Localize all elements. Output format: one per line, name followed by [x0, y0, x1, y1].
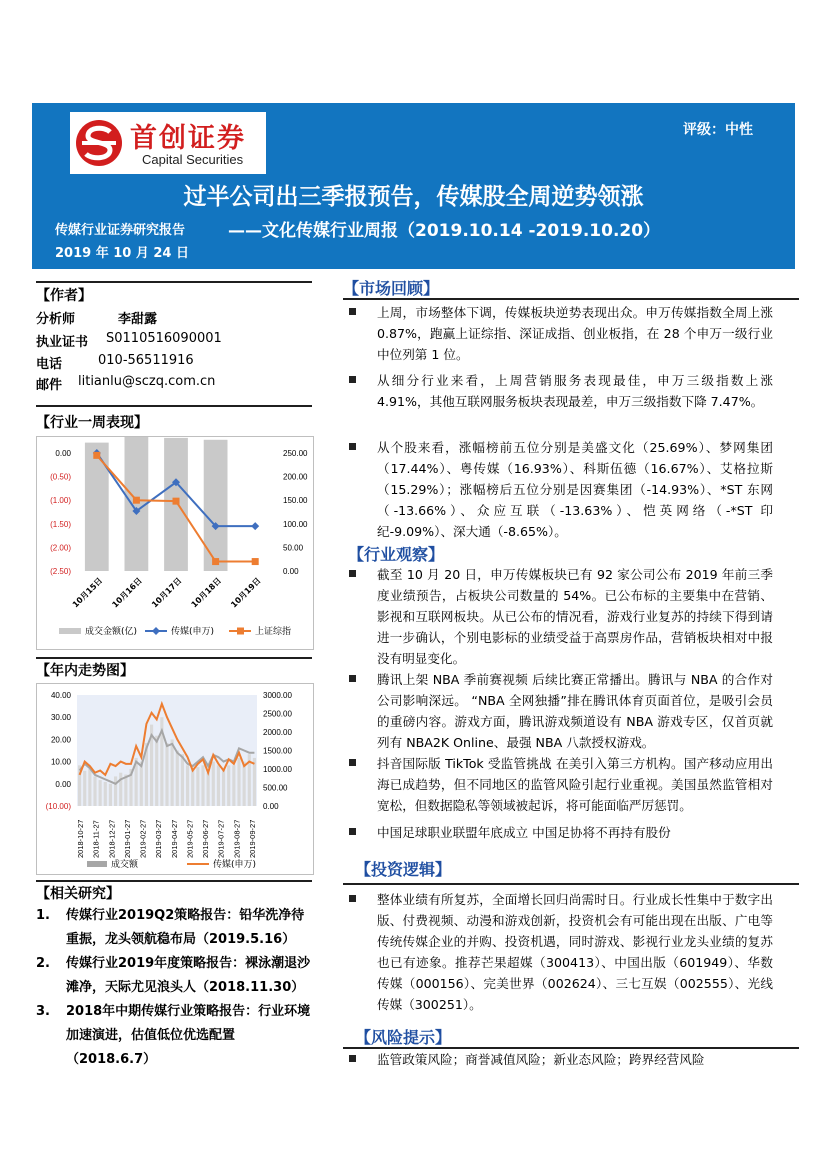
volume-bar — [165, 743, 168, 806]
x-axis-tick: 2018-11-27 — [91, 820, 101, 858]
research-text: 传媒行业2019年度策略报告：裸泳潮退沙滩净，天际尤见浪头人（2018.11.30） — [66, 956, 311, 995]
legend-label: 成交金额(亿) — [85, 627, 138, 637]
report-title: 过半公司出三季报预告，传媒股全周逆势领涨 — [183, 184, 644, 210]
legend-swatch-volume — [59, 628, 81, 634]
investment-logic-title: 【投资逻辑】 — [355, 860, 452, 879]
sse-point — [93, 452, 100, 459]
volume-bar — [207, 773, 210, 806]
legend-marker-media — [152, 627, 160, 635]
cert-value: S0110516090001 — [106, 331, 222, 346]
legend-label: 传媒(申万) — [171, 627, 215, 637]
email-link[interactable]: litianlu@sczq.com.cn — [78, 374, 216, 389]
right-axis-tick: 500.00 — [263, 783, 288, 793]
left-axis-tick: 30.00 — [50, 713, 71, 723]
logic-bullet: 整体业绩有所复苏，全面增长回归尚需时日。行业成长性集中于数字出版、付费视频、动漫和游戏创新，投资机会有可能出现在出版、广电等传统传媒企业的并购、投资机遇，同时游戏、影视行业龙头业绩的复苏也已有迹象。推荐芒果超媒（300413）、中国出版（601949）、华数传媒（000156）、完美世界（002624）、三七互娱（002555）、光线传媒（300251）。 — [353, 889, 773, 1015]
research-num: 3. — [36, 1004, 50, 1019]
x-axis-tick: 2018-10-27 — [76, 819, 85, 858]
email-row — [36, 374, 216, 393]
x-axis-tick: 2019-08-27 — [232, 819, 242, 858]
left-axis-tick: 0.00 — [55, 779, 71, 789]
market-bullet: 从个股来看，涨幅榜前五位分别是美盛文化（25.69%）、梦网集团（17.44%）、粤传媒（16.93%）、科斯伍德（16.67%）、艾格拉斯（15.29%）；涨幅榜后五位分别是因赛集团（-14.93%）、*ST 东网（-13.66%）、众应互联（-13.63%）、恺英网络（-*ST 印纪-9.09%）、深大通（-8.65%）。 — [353, 437, 773, 542]
volume-bar — [109, 784, 112, 806]
x-axis-tick: 10月19日 — [229, 576, 263, 610]
divider — [36, 405, 312, 407]
volume-bar — [83, 771, 86, 806]
legend-label: 成交额 — [111, 860, 139, 870]
volume-bar — [243, 762, 246, 806]
right-axis-tick: 250.00 — [283, 449, 308, 458]
capital-securities-logo-icon — [74, 118, 124, 168]
weekly-chart-heading: 【行业一周表现】 — [36, 415, 148, 431]
volume-bar — [232, 765, 235, 806]
industry-bullet: 截至 10 月 20 日，申万传媒板块已有 92 家公司公布 2019 年前三季度业绩预告，占板块公司数量的 54%。已公布标的主要集中在营销、影视和互联网板块。从已公布的情况看，游戏行业复苏的持续下得到请进一步确认，个别电影标的业绩受益于高票房作品，营销板块相对中报没有明显变化。 — [353, 564, 773, 669]
report-header — [32, 103, 795, 269]
industry-bullet: 中国足球职业联盟年底成立 中国足协将不再持有股份 — [353, 822, 773, 843]
left-axis-tick: (1.00) — [50, 496, 71, 506]
right-axis-tick: 150.00 — [283, 496, 308, 506]
right-axis-tick: 2500.00 — [263, 709, 292, 719]
right-axis-tick: 200.00 — [283, 472, 308, 482]
volume-bar — [88, 769, 91, 806]
cert-row — [36, 331, 222, 350]
left-axis-tick: 10.00 — [50, 757, 71, 767]
left-axis-tick: (0.50) — [50, 472, 71, 482]
x-axis-tick: 2018-12-27 — [107, 819, 117, 858]
volume-bar — [186, 765, 189, 806]
volume-bar — [237, 758, 240, 806]
industry-watch-title: 【行业观察】 — [348, 545, 445, 564]
left-axis-tick: (2.00) — [50, 543, 71, 553]
right-axis-tick: 50.00 — [283, 543, 304, 553]
x-axis-tick: 2019-01-27 — [122, 819, 132, 858]
volume-bar — [201, 765, 204, 806]
x-axis-tick: 2019-06-27 — [201, 819, 211, 858]
volume-bar — [212, 762, 215, 806]
left-axis-tick: (2.50) — [50, 567, 71, 576]
analyst-label: 分析师 — [36, 312, 76, 327]
left-axis-tick: (10.00) — [45, 802, 71, 811]
volume-bar — [119, 773, 122, 806]
right-axis-tick: 1500.00 — [263, 746, 292, 756]
sse-point — [252, 558, 259, 565]
right-axis-tick: 1000.00 — [263, 765, 292, 774]
sse-point — [173, 498, 180, 505]
weekly-performance-chart — [37, 437, 313, 649]
sse-point — [133, 497, 140, 504]
risk-title: 【风险提示】 — [355, 1028, 452, 1047]
legend-swatch-volume — [87, 861, 107, 867]
volume-bar — [176, 751, 179, 807]
research-text: 2018年中期传媒行业策略报告：行业环境加速演进，估值低位优选配置（2018.6.7） — [66, 1004, 311, 1067]
volume-bar — [171, 739, 174, 806]
industry-bullet: 腾讯上架 NBA 季前赛视频 后续比赛正常播出。腾讯与 NBA 的合作对公司影响深远。 “NBA 全网独播”排在腾讯体育页面首位，是吸引会员的重磅内容。游戏方面，腾讯游戏频道设有 NBA 游戏专区，仅首页就列有 NBA2K Online、最强 NBA 八款授权游戏。 — [353, 669, 773, 753]
analyst-row — [36, 308, 158, 327]
left-axis-tick: 20.00 — [50, 735, 71, 745]
year-chart — [36, 683, 314, 875]
logo-chinese-text: 首创证券 — [130, 123, 246, 154]
volume-bar — [93, 776, 96, 806]
x-axis-tick: 10月17日 — [149, 576, 184, 610]
right-axis-tick: 3000.00 — [263, 691, 292, 700]
divider — [36, 880, 312, 882]
volume-bar — [114, 776, 117, 806]
research-item[interactable] — [36, 904, 312, 952]
right-axis-tick: 100.00 — [283, 519, 308, 529]
volume-bar — [124, 775, 127, 806]
x-axis-tick: 2019-05-27 — [185, 819, 195, 858]
publish-date: 2019 年 10 月 24 日 — [55, 246, 189, 261]
logo — [70, 112, 266, 174]
volume-bar — [191, 769, 194, 806]
volume-bar — [155, 736, 158, 806]
legend-marker-sse — [237, 628, 244, 635]
market-bullet: 从细分行业来看，上周营销服务表现最佳，申万三级指数上涨 4.91%，其他互联网服务板块表现最差，申万三级指数下降 7.47%。 — [353, 370, 773, 412]
volume-bar — [181, 754, 184, 806]
right-axis-tick: 2000.00 — [263, 728, 292, 737]
volume-bar — [253, 758, 256, 806]
divider — [36, 657, 312, 659]
divider — [343, 883, 799, 885]
left-axis-tick: 40.00 — [50, 691, 71, 700]
left-axis-tick: (1.50) — [50, 519, 71, 529]
volume-bar — [99, 780, 102, 806]
x-axis-tick: 2019-09-27 — [248, 819, 257, 858]
phone-row — [36, 353, 194, 372]
volume-bar — [222, 769, 225, 806]
x-axis-tick: 2019-02-27 — [138, 819, 148, 858]
analyst-name: 李甜露 — [118, 312, 158, 327]
volume-bar — [204, 440, 228, 571]
industry-bullet: 抖音国际版 TikTok 受监管挑战 在美引入第三方机构。国产移动应用出海已成趋势，但不同地区的监管风险引起行业重视。美国虽然监管相对宽松，但数据隐私等领域被起诉，将可能面临严厉惩罚。 — [353, 753, 773, 816]
divider — [36, 281, 312, 283]
volume-bar — [227, 765, 230, 806]
x-axis-tick: 2019-07-27 — [216, 819, 226, 858]
rating: 评级：中性 — [683, 122, 753, 138]
report-subtitle: ——文化传媒行业周报（2019.10.14 -2019.10.20） — [228, 221, 661, 241]
sse-point — [212, 558, 219, 565]
market-bullet: 上周，市场整体下调，传媒板块逆势表现出众。申万传媒指数全周上涨 0.87%，跑赢上证综指、深证成指、创业板指，在 28 个申万一级行业中位列第 1 位。 — [353, 302, 773, 365]
logo-english-text: Capital Securities — [142, 152, 244, 167]
left-axis-tick: 0.00 — [55, 449, 71, 458]
email-label: 邮件 — [36, 378, 63, 393]
research-heading: 【相关研究】 — [36, 886, 120, 902]
x-axis-tick: 10月15日 — [70, 576, 105, 610]
research-num: 1. — [36, 908, 50, 923]
legend-label: 传媒(申万) — [213, 860, 257, 870]
volume-bar — [140, 762, 143, 806]
research-item[interactable] — [36, 1000, 312, 1072]
media-point — [251, 522, 259, 530]
right-axis-tick: 0.00 — [283, 567, 299, 576]
research-text: 传媒行业2019Q2策略报告：铅华洗净待重振，龙头领航稳布局（2019.5.16） — [66, 908, 305, 947]
volume-bar — [85, 443, 109, 571]
x-axis-tick: 10月16日 — [110, 576, 144, 610]
volume-bar — [217, 765, 220, 806]
right-axis-tick: 0.00 — [263, 802, 279, 811]
research-num: 2. — [36, 956, 50, 971]
weekly-chart — [36, 436, 314, 650]
divider — [343, 298, 799, 300]
research-list — [36, 904, 312, 1072]
x-axis-tick: 10月18日 — [189, 576, 224, 610]
risk-bullet: 监管政策风险；商誉减值风险；新业态风险；跨界经营风险 — [353, 1049, 773, 1070]
volume-bar — [104, 782, 107, 806]
phone-value: 010-56511916 — [98, 353, 194, 368]
phone-label: 电话 — [36, 357, 63, 372]
volume-bar — [196, 767, 199, 806]
x-axis-tick: 2019-04-27 — [169, 819, 179, 858]
legend-label: 上证综指 — [255, 627, 292, 637]
year-trend-chart — [37, 684, 313, 874]
author-heading: 【作者】 — [36, 288, 92, 304]
report-type: 传媒行业证券研究报告 — [55, 223, 186, 238]
x-axis-tick: 2019-03-27 — [154, 819, 164, 858]
market-review-title: 【市场回顾】 — [343, 279, 440, 298]
cert-label: 执业证书 — [36, 335, 89, 350]
year-chart-heading: 【年内走势图】 — [36, 663, 134, 679]
research-item[interactable] — [36, 952, 312, 1000]
